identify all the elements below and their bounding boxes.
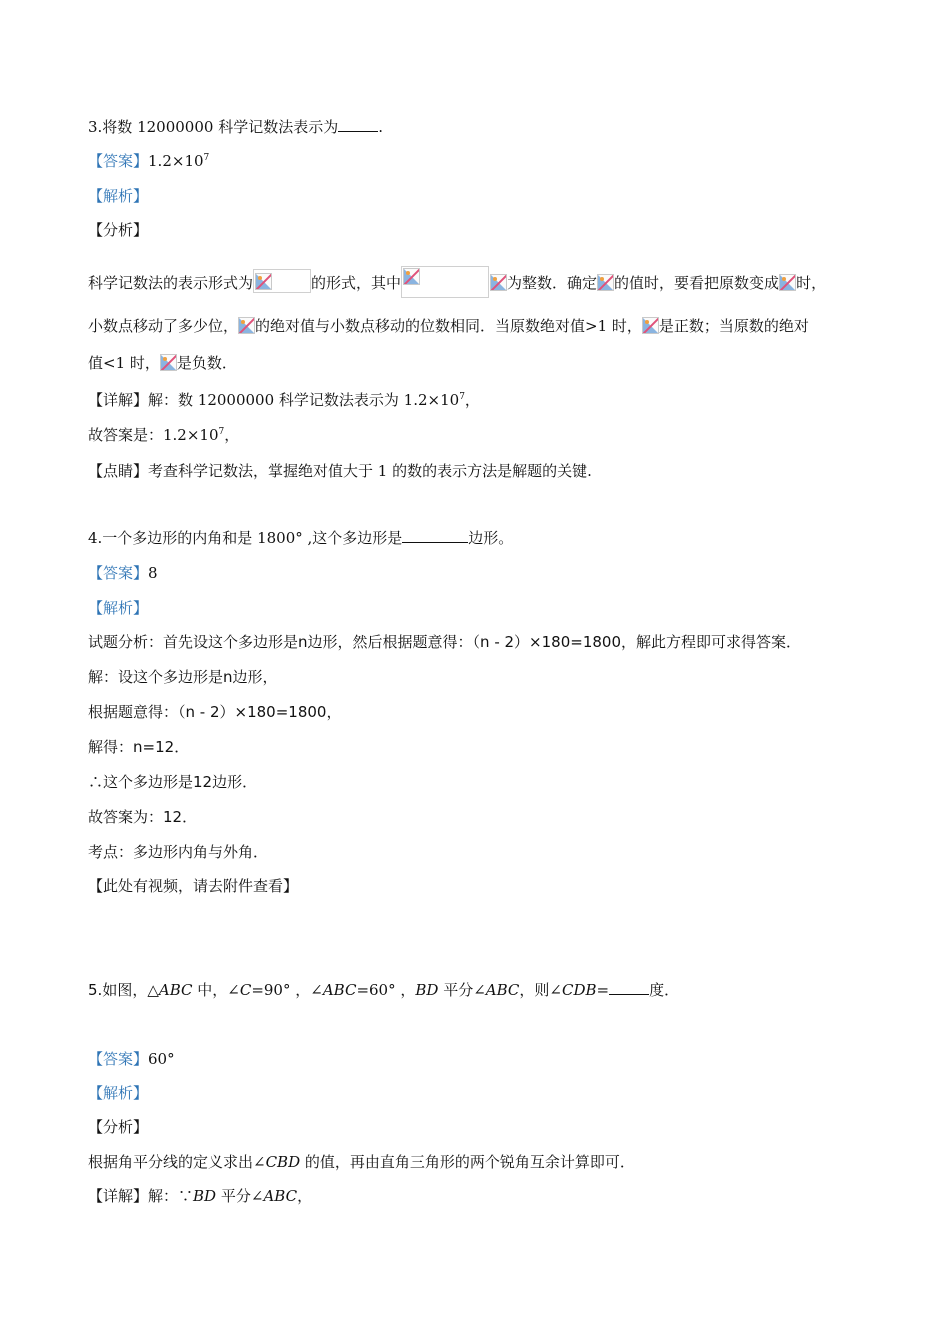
- formula-image: [253, 269, 311, 293]
- q4-line-6: [88, 807, 197, 827]
- analysis-text: 的值，再由直角三角形的两个锐角互余计算即可．: [300, 1153, 635, 1171]
- solution-text: ∴这个多边形是: [88, 773, 194, 791]
- q5-question: [88, 980, 679, 1000]
- detail-text: 解：数 12000000 科学记数法表示为 1.2×10: [148, 391, 460, 409]
- detail-math: BD: [193, 1187, 217, 1205]
- formula-image: [401, 266, 489, 298]
- analysis-text: 的值时，要看把原数变成: [614, 274, 780, 292]
- solution-variable: n: [298, 633, 308, 651]
- q4-jiexi-label: 【解析】: [88, 599, 149, 617]
- q5-answer-blank: [609, 980, 649, 995]
- broken-image-icon: [597, 274, 614, 291]
- detail-label: 【详解】: [88, 1187, 149, 1205]
- q5-text: 中，∠: [192, 981, 240, 999]
- solution-number: 12: [163, 808, 183, 826]
- q4-answer: [88, 563, 158, 583]
- q5-math: ABC: [322, 981, 357, 999]
- solution-text: 试题分析：首先设这个多边形是: [88, 633, 299, 651]
- q3-analysis-line-2: [88, 316, 809, 336]
- q4-line-2: [88, 667, 278, 687]
- q5-answer-value: 60°: [148, 1050, 175, 1068]
- q4-answer-blank: [402, 528, 468, 543]
- analysis-text: 值<1 时，: [88, 354, 160, 372]
- solution-text: 解得：: [88, 738, 134, 756]
- analysis-math: CBD: [265, 1153, 301, 1171]
- q5-math: ABC: [158, 981, 193, 999]
- dianjing-label: 【点睛】: [88, 462, 149, 480]
- q5-jiexi-label: 【解析】: [88, 1084, 149, 1102]
- analysis-text: 时，: [796, 274, 827, 292]
- q4-question: [88, 528, 513, 548]
- broken-image-icon: [255, 273, 272, 290]
- detail-text: ，: [297, 1187, 313, 1205]
- analysis-text: 是负数．: [176, 354, 237, 372]
- q3-period: .: [378, 118, 383, 136]
- q3-final: [88, 425, 239, 445]
- q5-fenxi-label: 【分析】: [88, 1118, 149, 1136]
- solution-equation: （n - 2）×180=1800: [472, 633, 621, 651]
- q5-text: ，则∠: [519, 981, 562, 999]
- solution-text: ，解此方程即可求得答案．: [621, 633, 802, 651]
- q5-analysis: [88, 1152, 635, 1172]
- q5-text: 如图，△: [102, 981, 159, 999]
- solution-text: 解：设这个多边形是: [88, 668, 224, 686]
- answer-label: 【答案】: [88, 152, 149, 170]
- solution-text: 故答案为：: [88, 808, 164, 826]
- q3-analysis-line-3: [88, 353, 237, 373]
- q5-text: =90° ，∠: [251, 981, 323, 999]
- answer-label: 【答案】: [88, 564, 149, 582]
- q5-math: C: [239, 981, 252, 999]
- broken-image-icon: [238, 317, 255, 334]
- analysis-text: 科学记数法的表示形式为: [88, 274, 254, 292]
- broken-image-icon: [403, 268, 420, 285]
- detail-exponent: 7: [459, 392, 465, 402]
- final-text: 故答案是：1.2×10: [88, 426, 219, 444]
- q3-answer-blank: [338, 117, 378, 132]
- solution-number: 12: [193, 773, 213, 791]
- solution-variable: n: [223, 668, 233, 686]
- analysis-text: 小数点移动了多少位，: [88, 317, 239, 335]
- detail-text: 平分∠: [216, 1187, 264, 1205]
- analysis-text: 是正数；当原数的绝对: [658, 317, 809, 335]
- q4-question-text: 边形。: [468, 529, 514, 547]
- q4-line-1: [88, 632, 801, 652]
- analysis-text: 为整数．确定: [507, 274, 598, 292]
- q5-math: ABC: [485, 981, 520, 999]
- solution-text: ，: [326, 703, 342, 721]
- solution-text: ．: [174, 738, 190, 756]
- solution-text: 边形，然后根据题意得：: [307, 633, 473, 651]
- q5-answer: [88, 1049, 175, 1069]
- q3-answer: [88, 151, 209, 171]
- detail-text: ，: [464, 391, 480, 409]
- solution-equation: （n - 2）×180=1800: [178, 703, 327, 721]
- q4-line-4: [88, 737, 189, 757]
- q5-math: CDB: [561, 981, 597, 999]
- dianjing-text: 考查科学记数法，掌握绝对值大于 1 的数的表示方法是解题的关键.: [148, 462, 592, 480]
- analysis-text: 根据角平分线的定义求出∠: [88, 1153, 266, 1171]
- solution-text: 边形，: [232, 668, 278, 686]
- solution-text: 边形．: [212, 773, 258, 791]
- analysis-text: 的绝对值与小数点移动的位数相同．当原数绝对值>1 时，: [255, 317, 642, 335]
- q3-question: [88, 117, 383, 137]
- q3-detail: [88, 390, 480, 410]
- q3-answer-exponent: 7: [203, 153, 210, 163]
- solution-text: 根据题意得：: [88, 703, 179, 721]
- broken-image-icon: [490, 274, 507, 291]
- q3-fenxi-label: 【分析】: [88, 221, 149, 239]
- answer-label: 【答案】: [88, 1050, 149, 1068]
- q5-text: =: [596, 981, 610, 999]
- detail-label: 【详解】: [88, 391, 149, 409]
- q3-answer-value: 1.2×10: [148, 152, 204, 170]
- q5-text: 度．: [649, 981, 680, 999]
- q4-question-text: 4.一个多边形的内角和是 1800° ,这个多边形是: [88, 529, 403, 547]
- q4-kaodian: 考点：多边形内角与外角．: [88, 843, 269, 861]
- q4-video-note: 【此处有视频，请去附件查看】: [88, 877, 299, 895]
- solution-text: ．: [182, 808, 198, 826]
- q3-analysis-line-1: [88, 266, 826, 298]
- q4-line-3: [88, 702, 341, 722]
- q3-dianjing: [88, 461, 592, 481]
- broken-image-icon: [779, 274, 796, 291]
- q3-question-text: 3.将数 12000000 科学记数法表示为: [88, 118, 339, 136]
- q5-text: =60° ，: [356, 981, 416, 999]
- detail-math: ABC: [263, 1187, 298, 1205]
- final-text: ，: [224, 426, 240, 444]
- q5-math: BD: [415, 981, 439, 999]
- analysis-text: 的形式，其中: [311, 274, 402, 292]
- q5-detail: [88, 1186, 312, 1206]
- q4-answer-value: 8: [148, 564, 158, 582]
- q5-number: 5.: [88, 981, 103, 999]
- q5-text: 平分∠: [438, 981, 486, 999]
- q3-jiexi-label: 【解析】: [88, 187, 149, 205]
- final-exponent: 7: [218, 427, 225, 437]
- broken-image-icon: [160, 354, 177, 371]
- solution-equation: n=12: [133, 738, 175, 756]
- detail-text: 解：∵: [148, 1187, 194, 1205]
- q4-line-5: [88, 772, 257, 792]
- broken-image-icon: [642, 317, 659, 334]
